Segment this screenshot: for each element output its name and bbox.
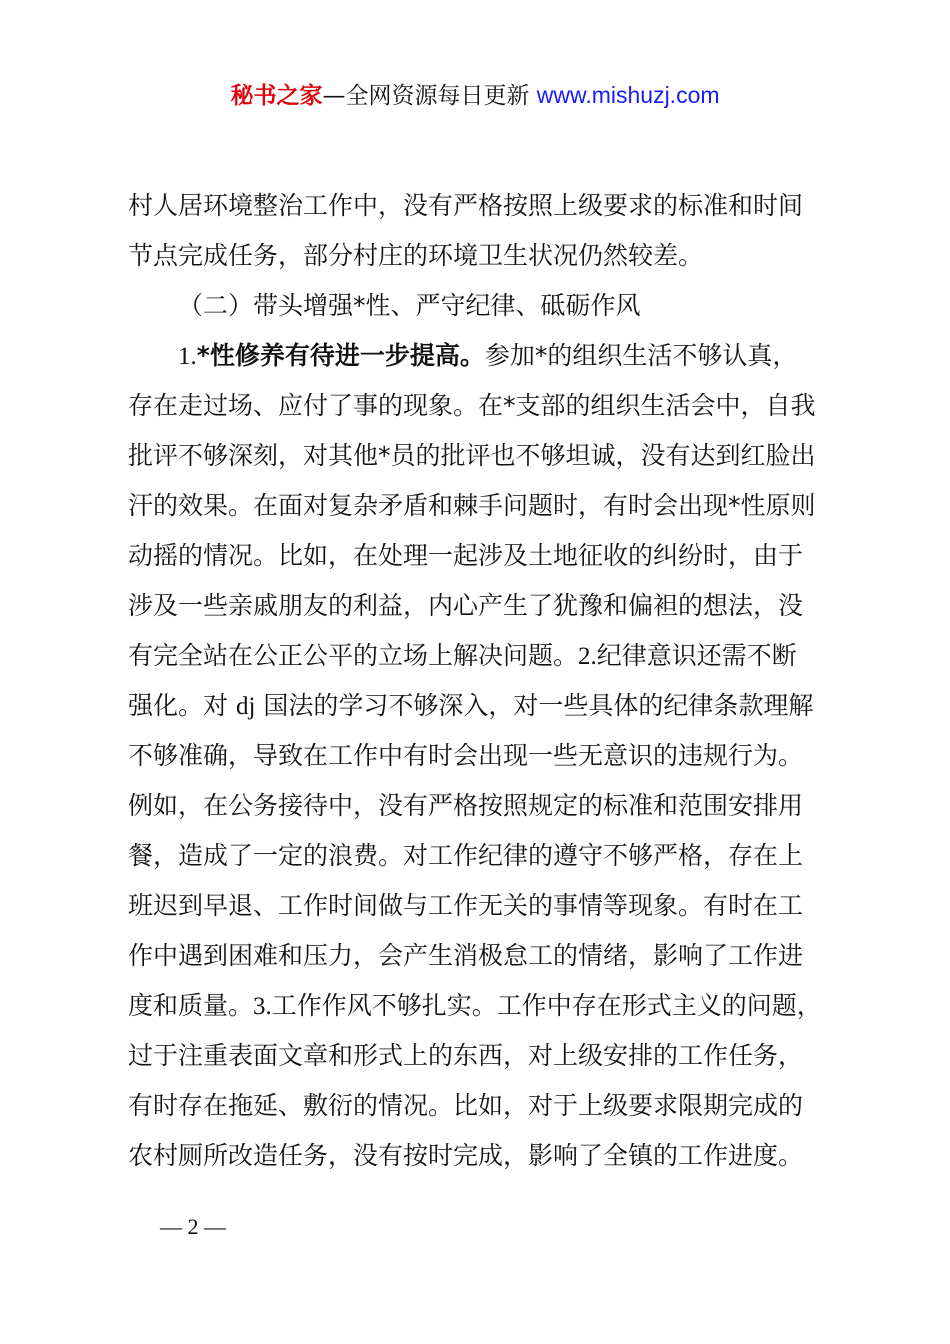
paragraph-line: 过于注重表面文章和形式上的东西，对上级安排的工作任务，	[128, 1041, 804, 1070]
document-body	[128, 181, 858, 1181]
paragraph-line: 农村厕所改造任务，没有按时完成，影响了全镇的工作进度。	[128, 1141, 804, 1170]
paragraph-text: 度和质量。	[128, 991, 254, 1020]
paragraph-line: 例如，在公务接待中，没有严格按照规定的标准和范围安排用	[128, 791, 804, 820]
item-heading: 工作作风不够扎实。工作中存在形式主义的问题，	[271, 991, 822, 1020]
paragraph-line	[128, 331, 858, 381]
paragraph-line: 餐，造成了一定的浪费。对工作纪律的遵守不够严格，存在上	[128, 841, 804, 870]
paragraph-line	[128, 681, 858, 731]
paragraph-line: 批评不够深刻，对其他*员的批评也不够坦诚，没有达到红脸出	[128, 441, 816, 470]
paragraph-line: 动摇的情况。比如，在处理一起涉及土地征收的纠纷时，由于	[128, 541, 804, 570]
paragraph-line	[128, 631, 858, 681]
item-number: 2.	[578, 643, 597, 670]
item-number: 1.	[178, 343, 197, 370]
item-number: 3.	[253, 993, 272, 1020]
paragraph-line: 涉及一些亲戚朋友的利益，内心产生了犹豫和偏袒的想法，没	[128, 591, 804, 620]
latin-text: dj	[235, 693, 256, 720]
paragraph-text: 有完全站在公正公平的立场上解决问题。	[128, 641, 579, 670]
section-heading: （二）带头增强*性、严守纪律、砥砺作风	[178, 291, 641, 320]
paragraph-line: 不够准确，导致在工作中有时会出现一些无意识的违规行为。	[128, 741, 804, 770]
paragraph-line: 班迟到早退、工作时间做与工作无关的事情等现象。有时在工	[128, 891, 804, 920]
item-heading: 纪律意识还需不断	[596, 641, 797, 670]
paragraph-text: 强化。对	[128, 691, 236, 720]
item-heading: *性修养有待进一步提高。	[196, 341, 485, 370]
paragraph-line: 汗的效果。在面对复杂矛盾和棘手问题时，有时会出现*性原则	[128, 491, 816, 520]
paragraph-line: 有时存在拖延、敷衍的情况。比如，对于上级要求限期完成的	[128, 1091, 804, 1120]
banner-url[interactable]: www.mishuzj.com	[536, 82, 720, 108]
paragraph-line: 存在走过场、应付了事的现象。在*支部的组织生活会中，自我	[128, 391, 816, 420]
paragraph-line: 节点完成任务，部分村庄的环境卫生状况仍然较差。	[128, 241, 704, 270]
paragraph-line	[128, 981, 858, 1031]
paragraph-line: 村人居环境整治工作中，没有严格按照上级要求的标准和时间	[128, 191, 804, 220]
paragraph-line: 作中遇到困难和压力，会产生消极怠工的情绪，影响了工作进	[128, 941, 804, 970]
brand-name: 秘书之家	[230, 83, 323, 109]
page-number: — 2 —	[160, 1214, 226, 1239]
paragraph-text: 国法的学习不够深入，对一些具体的纪律条款理解	[255, 691, 814, 720]
site-banner	[0, 78, 950, 113]
banner-slogan: —全网资源每日更新	[322, 83, 537, 109]
paragraph-text: 参加*的组织生活不够认真，	[484, 341, 798, 370]
